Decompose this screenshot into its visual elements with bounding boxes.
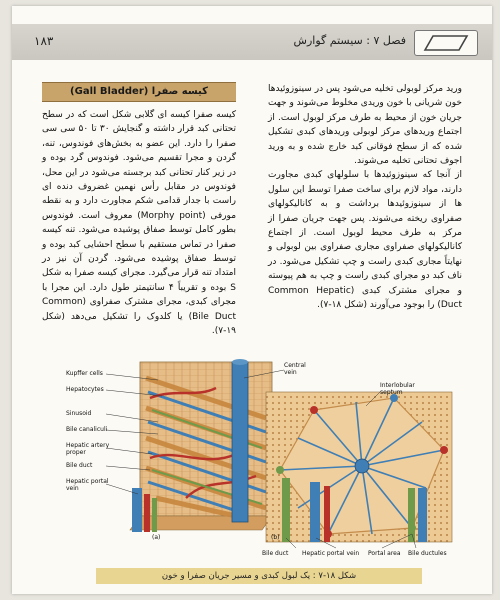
figure-caption: شکل ۱۸-۷ : یک لبول کبدی و مسیر جریان صفرا و خون <box>96 568 422 584</box>
label-central-vein: Central vein <box>284 362 306 376</box>
label-panel-b: (b) <box>271 534 280 541</box>
liver-lobule-figure <box>66 358 456 562</box>
label-portal-area: Portal area <box>368 550 401 557</box>
label-bottom-bile-duct: Bile duct <box>262 550 289 557</box>
label-bile-ductules: Bile ductules <box>408 550 447 557</box>
label-hepatic-portal-vein: Hepatic portal vein <box>66 478 109 492</box>
panel-a-illustration <box>130 359 272 532</box>
label-bile-duct: Bile duct <box>66 462 93 469</box>
page-number: ۱۸۳ <box>34 34 54 48</box>
paragraph: از آنجا که سینوزوئیدها با سلولهای کبدی مجاورت دارند، مواد لازم برای ساخت صفرا توسط این سلول ها از سینوزوئیدها برداشت و به کانالیکولهای صفراوی ریخته می‌شوند. پس جهت جریان صفرا از مرکز به طرف محیط لوبول است. از اجتماع کانالیکولهای صفراوی مجاری صفراوی بین لوبولی و نهایتاً مجاری کبدی راست و چپ تشکیل می‌شود. در ناف کبد دو مجرای کبدی راست و چپ به هم پیوسته و مجرای مشترک کبدی (Common Hepatic Duct) را بوجود می‌آورند (شکل ۱۸-۷). <box>268 170 462 311</box>
paragraph: ورید مرکز لوبولی تخلیه می‌شود پس در سینوزوئیدها خون شریانی با خون وریدی مخلوط می‌شوند و جهت جریان خون از محیط به طرف مرکز لوبول است. از اجتماع وریدهای مرکز لوبولی وریدهای کبدی تشکیل شده که از سطح فوقانی کبد خارج شده و به ورید اجوف تحتانی تخلیه می‌شوند. <box>268 84 462 167</box>
label-hepatocytes: Hepatocytes <box>66 386 104 393</box>
page-header <box>12 6 492 70</box>
paragraph: کیسه صفرا کیسه ای گلابی شکل است که در سطح تحتانی کبد قرار داشته و گنجایش ۳۰ تا ۵۰ سی سی صفرا را دارد. این عضو به بخش‌های فوندوس، تنه، گردن و مجرا تقسیم می‌شود. فوندوس گرد بوده و در زیر کنار تحتانی کبد برجسته می‌شود در این محل، فوندوس در مقابل رأس نهمین غضروف دنده ای راست با جدار قدامی شکم مجاورت دارد و به نقطه مورفی (Morphy point) معروف است. فوندوس بطور کامل توسط صفاق پوشیده می‌شود. تنه کیسه صفرا در تماس مستقیم با سطح احشایی کبد بوده و توسط صفاق پوشیده می‌شود. گردن آن نیز در امتداد تنه قرار می‌گیرد. مجرای کیسه صفرا به شکل S بوده و تقریباً ۴ سانتیمتر طول دارد. این مجرا با مجرای کبدی، مجرای مشترک صفراوی (Common Bile Duct) یا کلدوک را تشکیل می‌دهد (شکل ۱۹-۷). <box>42 110 237 337</box>
panel-b-illustration <box>266 392 452 542</box>
chapter-title: فصل ۷ : سیستم گوارش <box>293 34 406 47</box>
label-kupffer-cells: Kupffer cells <box>66 370 103 377</box>
chapter-tab-icon <box>414 30 478 56</box>
label-hepatic-artery: Hepatic artery proper <box>66 442 110 456</box>
label-interlobular-septum: Interlobular septum <box>380 382 415 396</box>
label-bottom-hepatic-portal-vein: Hepatic portal vein <box>302 550 360 557</box>
right-text-column <box>268 82 462 313</box>
section-title: کیسه صفرا (Gall Bladder) <box>42 82 236 102</box>
label-bile-canaliculi: Bile canaliculi <box>66 426 108 433</box>
left-text-column <box>42 82 236 339</box>
book-page <box>12 6 492 594</box>
label-panel-a: (a) <box>152 534 161 541</box>
label-sinusoid: Sinusoid <box>66 410 92 417</box>
